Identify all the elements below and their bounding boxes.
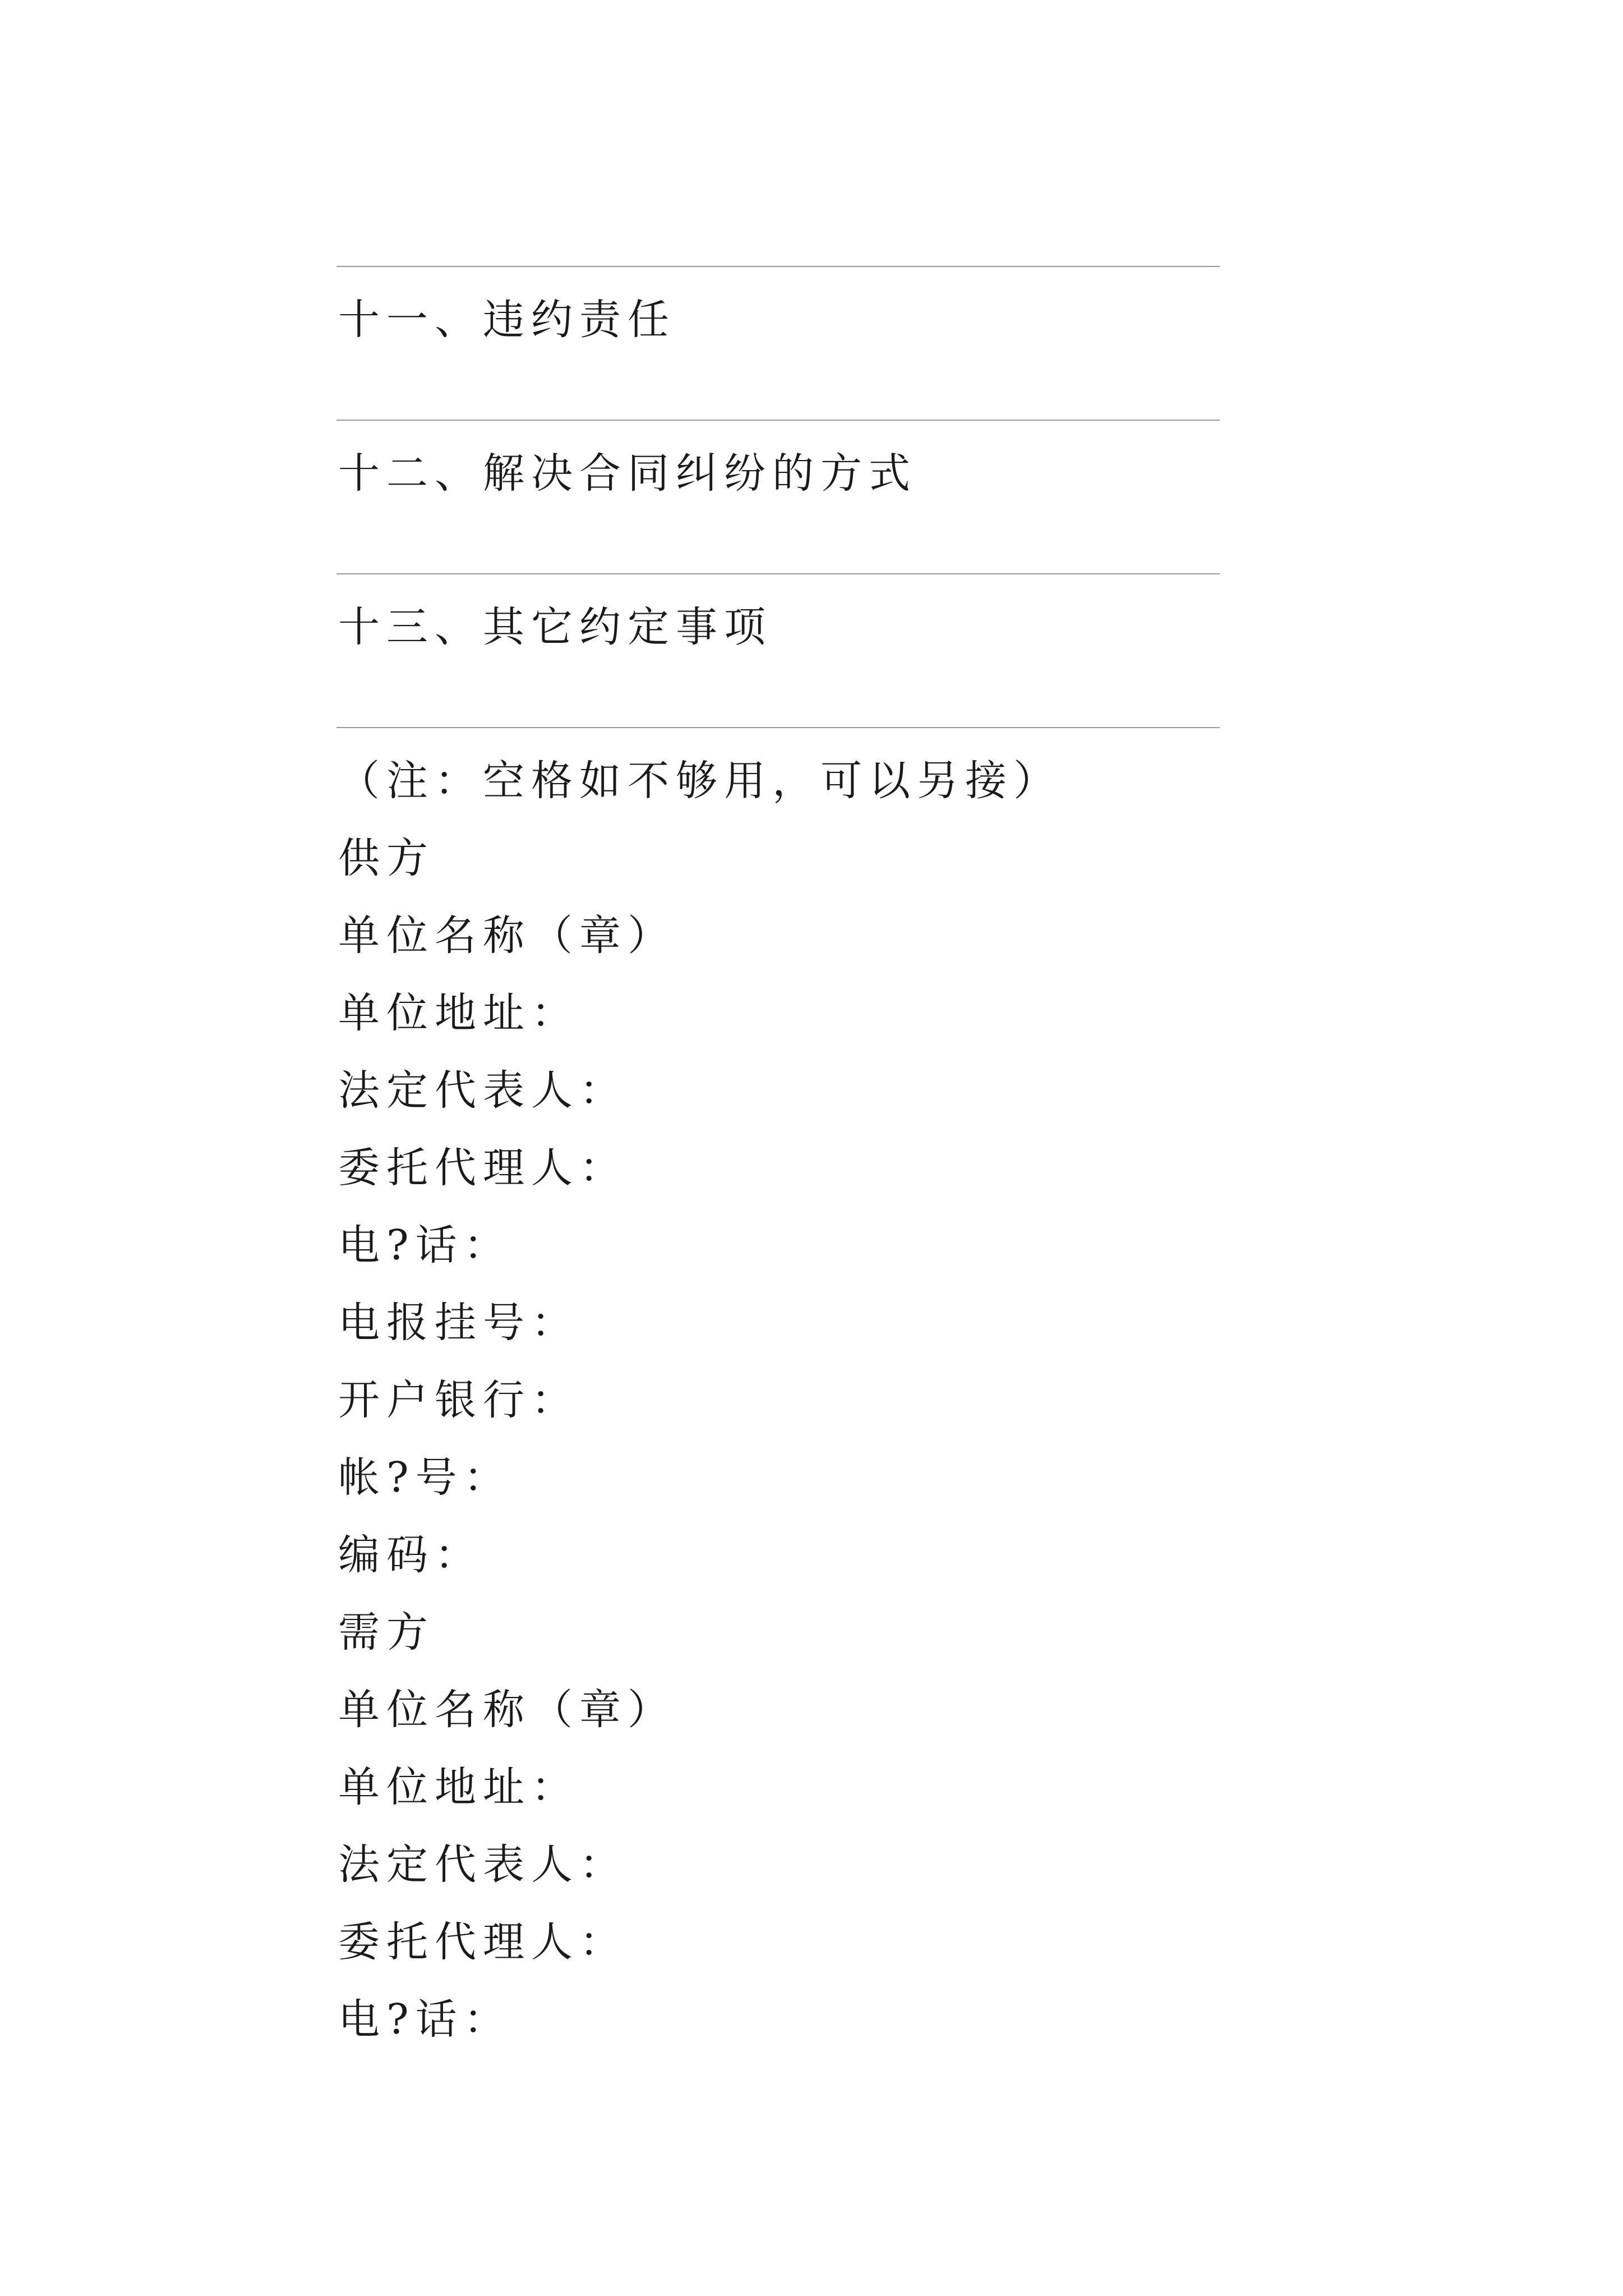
supplier-field-bank: 开户银行： (338, 1376, 579, 1424)
supplier-title: 供方 (338, 834, 435, 882)
supplier-field-telegraph: 电报挂号： (338, 1299, 579, 1347)
section-heading-breach-liability: 十一、违约责任 (338, 296, 676, 344)
buyer-field-unit-address: 单位地址： (338, 1763, 579, 1811)
buyer-field-unit-name: 单位名称（章） (338, 1686, 676, 1734)
blank-line-rule (336, 727, 1220, 728)
supplier-field-postcode: 编码： (338, 1531, 483, 1579)
section-heading-other-matters: 十三、其它约定事项 (338, 603, 772, 651)
blank-line-rule (336, 420, 1220, 421)
note-text: （注：空格如不够用，可以另接） (338, 757, 1062, 805)
supplier-field-authorized-agent: 委托代理人： (338, 1144, 628, 1192)
buyer-field-telephone: 电?话： (338, 1995, 512, 2044)
blank-line-rule (336, 266, 1220, 267)
supplier-field-legal-representative: 法定代表人： (338, 1066, 628, 1115)
section-heading-dispute-resolution: 十二、解决合同纠纷的方式 (338, 449, 917, 498)
supplier-field-telephone: 电?话： (338, 1221, 512, 1269)
buyer-field-legal-representative: 法定代表人： (338, 1841, 628, 1889)
buyer-field-authorized-agent: 委托代理人： (338, 1918, 628, 1966)
supplier-field-unit-name: 单位名称（章） (338, 912, 676, 960)
blank-line-rule (336, 573, 1220, 574)
buyer-title: 需方 (338, 1608, 435, 1657)
supplier-field-unit-address: 单位地址： (338, 989, 579, 1037)
supplier-field-account: 帐?号： (338, 1453, 512, 1502)
